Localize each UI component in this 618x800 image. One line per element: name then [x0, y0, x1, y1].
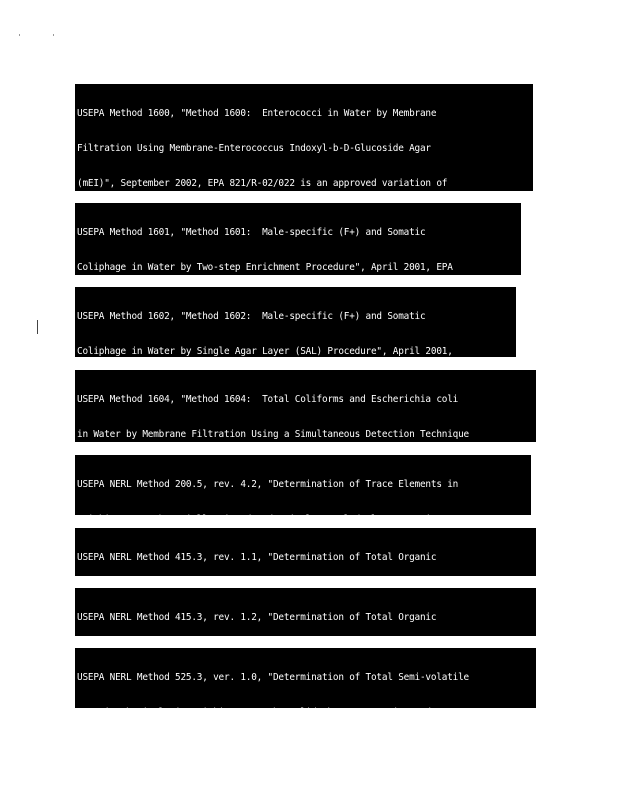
reference-entry-usepa-1601 [75, 203, 521, 275]
entry-line: (mEI)", September 2002, EPA 821/R-02/022 is an approved variation of [77, 178, 448, 190]
entry-line: USEPA NERL Method 415.3, rev. 1.1, "Determination of Total Organic [77, 551, 437, 563]
reference-entry-usepa-1602 [75, 287, 516, 357]
entry-line: Filtration Using Membrane-Enterococcus Indoxyl-b-D-Glucoside Agar [77, 142, 431, 154]
entry-line: USEPA NERL Method 525.3, ver. 1.0, "Determination of Total Semi-volatile [77, 671, 469, 683]
reference-entry-nerl-200-5 [75, 455, 531, 515]
entry-line: Coliphage in Water by Single Agar Layer (SAL) Procedure", April 2001, [77, 345, 453, 357]
scan-speck [19, 34, 20, 36]
entry-line: USEPA Method 1601, "Method 1601: Male-specific (F+) and Somatic [77, 226, 426, 238]
entry-line: USEPA NERL Method 415.3, rev. 1.2, "Determination of Total Organic [77, 611, 437, 623]
reference-entry-nerl-415-3-rev-1-2 [75, 588, 536, 636]
entry-line: USEPA Method 1602, "Method 1602: Male-specific (F+) and Somatic [77, 310, 426, 322]
entry-line: in Water by Membrane Filtration Using a Simultaneous Detection Technique [77, 428, 469, 440]
entry-line: USEPA Method 1604, "Method 1604: Total Coliforms and Escherichia coli [77, 393, 459, 405]
reference-entry-usepa-1600 [75, 84, 533, 191]
entry-line: Coliphage in Water by Two-step Enrichment Procedure", April 2001, EPA [77, 261, 453, 273]
scan-speck [53, 34, 54, 36]
margin-mark [37, 320, 38, 334]
entry-line [77, 707, 534, 708]
entry-line: USEPA Method 1600, "Method 1600: Enterococci in Water by Membrane [77, 107, 437, 119]
reference-entry-nerl-525-3 [75, 648, 536, 708]
reference-entry-usepa-1604 [75, 370, 536, 442]
entry-line [77, 514, 529, 515]
entry-line: USEPA NERL Method 200.5, rev. 4.2, "Determination of Trace Elements in [77, 478, 459, 490]
reference-entry-nerl-415-3-rev-1-1 [75, 528, 536, 576]
